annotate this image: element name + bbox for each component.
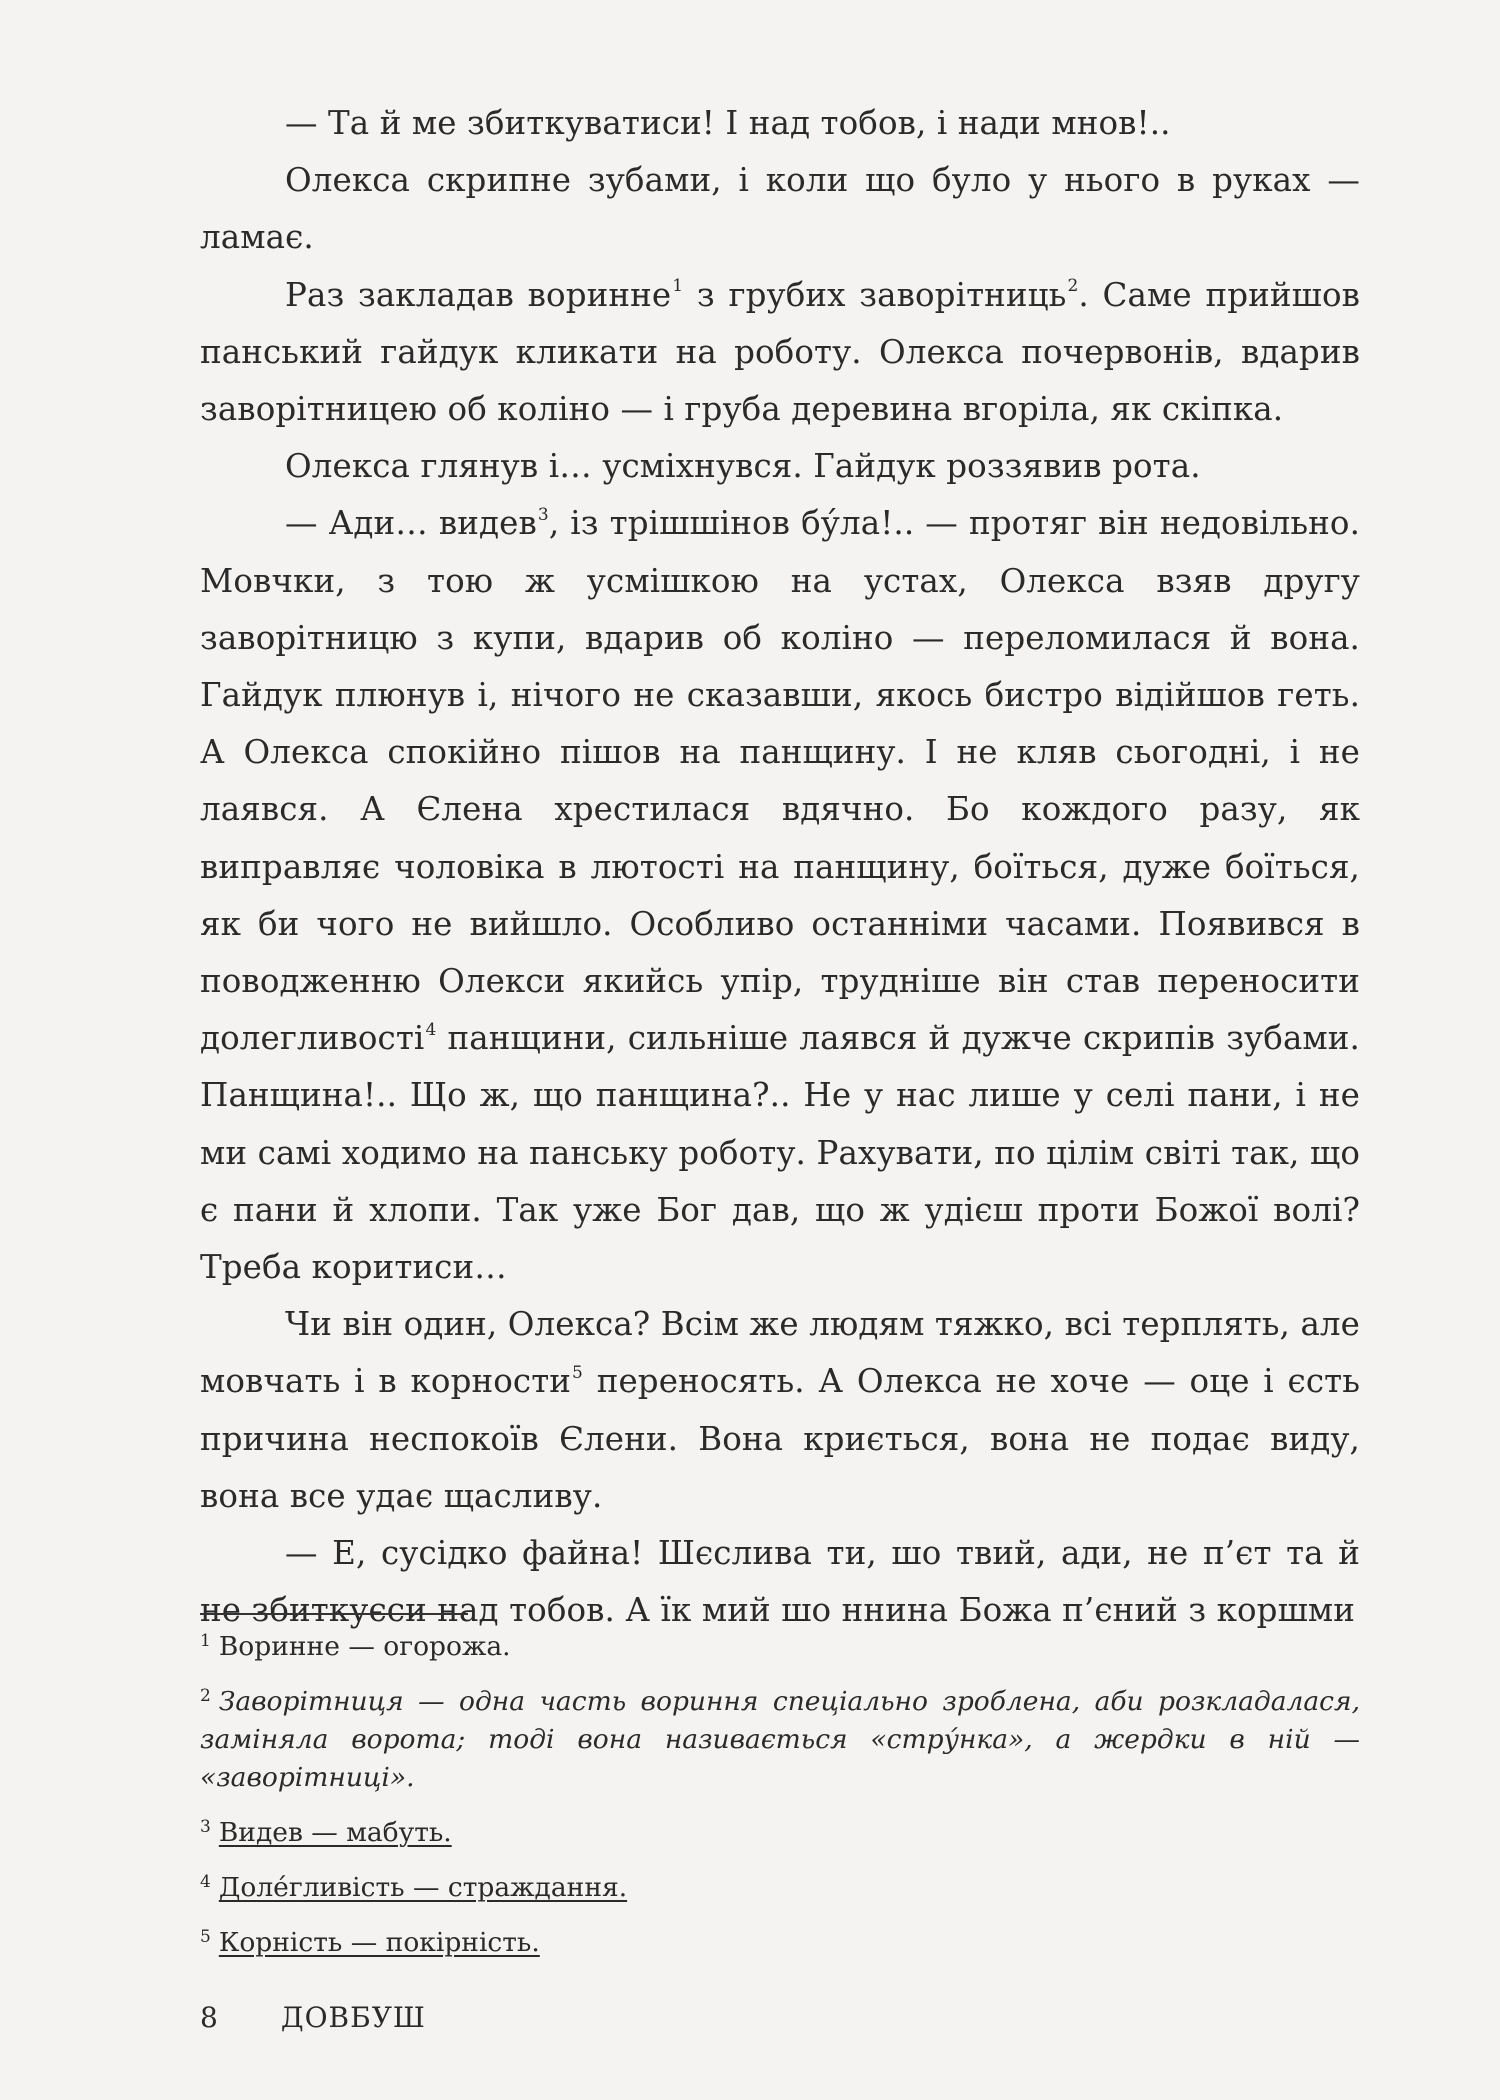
text-run: з грубих заворітниць	[683, 275, 1067, 314]
footnote-text: Видев — мабуть.	[218, 1817, 452, 1848]
footnote-2	[200, 1683, 1360, 1797]
text-run: — Ади… видев	[285, 504, 537, 543]
footnote-number: 2	[200, 1685, 211, 1706]
text-run: Чи він один, Олекса? Всім же людям тяжко, всі терплять, але мовчать і в корности	[200, 1305, 1360, 1401]
main-text	[200, 95, 1360, 1639]
paragraph: Олекса глянув і… усміхнувся. Гайдук роззявив рота.	[285, 447, 1201, 486]
footnote-number: 5	[200, 1926, 211, 1947]
footnote-text: Заворітниця — одна часть вориння спеціально зроблена, аби розкладалася, заміняла ворота; тоді вона називається «стру́нка», а жердки в ній — «заворітниці».	[200, 1686, 1360, 1793]
footnote-ref-5[interactable]: 5	[572, 1363, 583, 1384]
footnote-3	[200, 1814, 1360, 1852]
footnote-number: 3	[200, 1816, 211, 1837]
footnote-4	[200, 1869, 1360, 1907]
footnote-1	[200, 1628, 1360, 1666]
footnote-ref-3[interactable]: 3	[537, 504, 549, 525]
text-run: панщини, сильніше лаявся й дужче скрипів зубами. Панщина!.. Що ж, що панщина?.. Не у нас лише у селі пани, і не ми самі ходимо на панську роботу. Рахувати, по цілім світі так, що є пани й хлопи. Так уже Бог дав, що ж удієш проти Божої волі? Треба коритиси…	[200, 1019, 1360, 1287]
footnote-text: Доле́гливість — страждання.	[218, 1872, 628, 1903]
footnote-5	[200, 1924, 1360, 1962]
book-page	[200, 0, 1360, 2100]
text-run: Раз закладав воринне	[285, 275, 672, 314]
paragraph: Олекса скрипне зубами, і коли що було у нього в руках — ламає.	[200, 161, 1360, 257]
footnote-ref-4[interactable]: 4	[425, 1019, 437, 1040]
footnote-text: Воринне — огорожа.	[218, 1631, 511, 1662]
text-run: переносять. А Олекса не хоче — оце і єсть причина неспокоїв Єлени. Вона криється, вона не подає виду, вона все удає щасливу.	[200, 1362, 1360, 1515]
footnote-ref-1[interactable]: 1	[672, 276, 684, 297]
footnote-ref-2[interactable]: 2	[1067, 276, 1079, 297]
text-run: . Саме прийшов панський гайдук кликати на роботу. Олекса почервонів, вдарив заворітницею об коліно — і груба деревина вгоріла, як скіпка.	[200, 275, 1361, 429]
running-title: ДОВБУШ	[280, 2001, 426, 2034]
text-run: , із трішшінов бу́ла!.. — протяг він недовільно. Мовчки, з тою ж усмішкою на устах, Олекса взяв другу заворітницю з купи, вдарив об коліно — переломилася й вона. Гайдук плюнув і, нічого не сказавши, якось бистро відійшов геть. А Олекса спокійно пішов на панщину. І не кляв сьогодні, і не лаявся. А Єлена хрестилася вдячно. Бо кождого разу, як виправляє чоловіка в лютості на панщину, боїться, дуже боїться, як би чого не вийшло. Особливо останніми часами. Появився в поводженню Олекси якийсь упір, трудніше він став переносити долегливості	[200, 504, 1360, 1058]
footnote-number: 4	[200, 1871, 211, 1892]
paragraph: — Е, сусідко файна! Шєслива ти, шо твий, ади, не п’єт та й не збиткуєси над тобов. А їк мий шо ннина Божа п’єний з коршми	[200, 1534, 1360, 1630]
page-footer	[200, 1998, 426, 2038]
paragraph	[200, 1296, 1360, 1525]
footnote-divider	[200, 1613, 468, 1615]
paragraph	[200, 267, 1360, 439]
paragraph	[200, 495, 1360, 1296]
page-number: 8	[200, 2001, 219, 2034]
footnote-number: 1	[200, 1630, 211, 1651]
footnotes	[200, 1628, 1360, 1979]
paragraph: — Та й ме збиткуватиси! І над тобов, і нади мнов!..	[285, 104, 1171, 142]
footnote-text: Корність — покірність.	[218, 1927, 540, 1958]
